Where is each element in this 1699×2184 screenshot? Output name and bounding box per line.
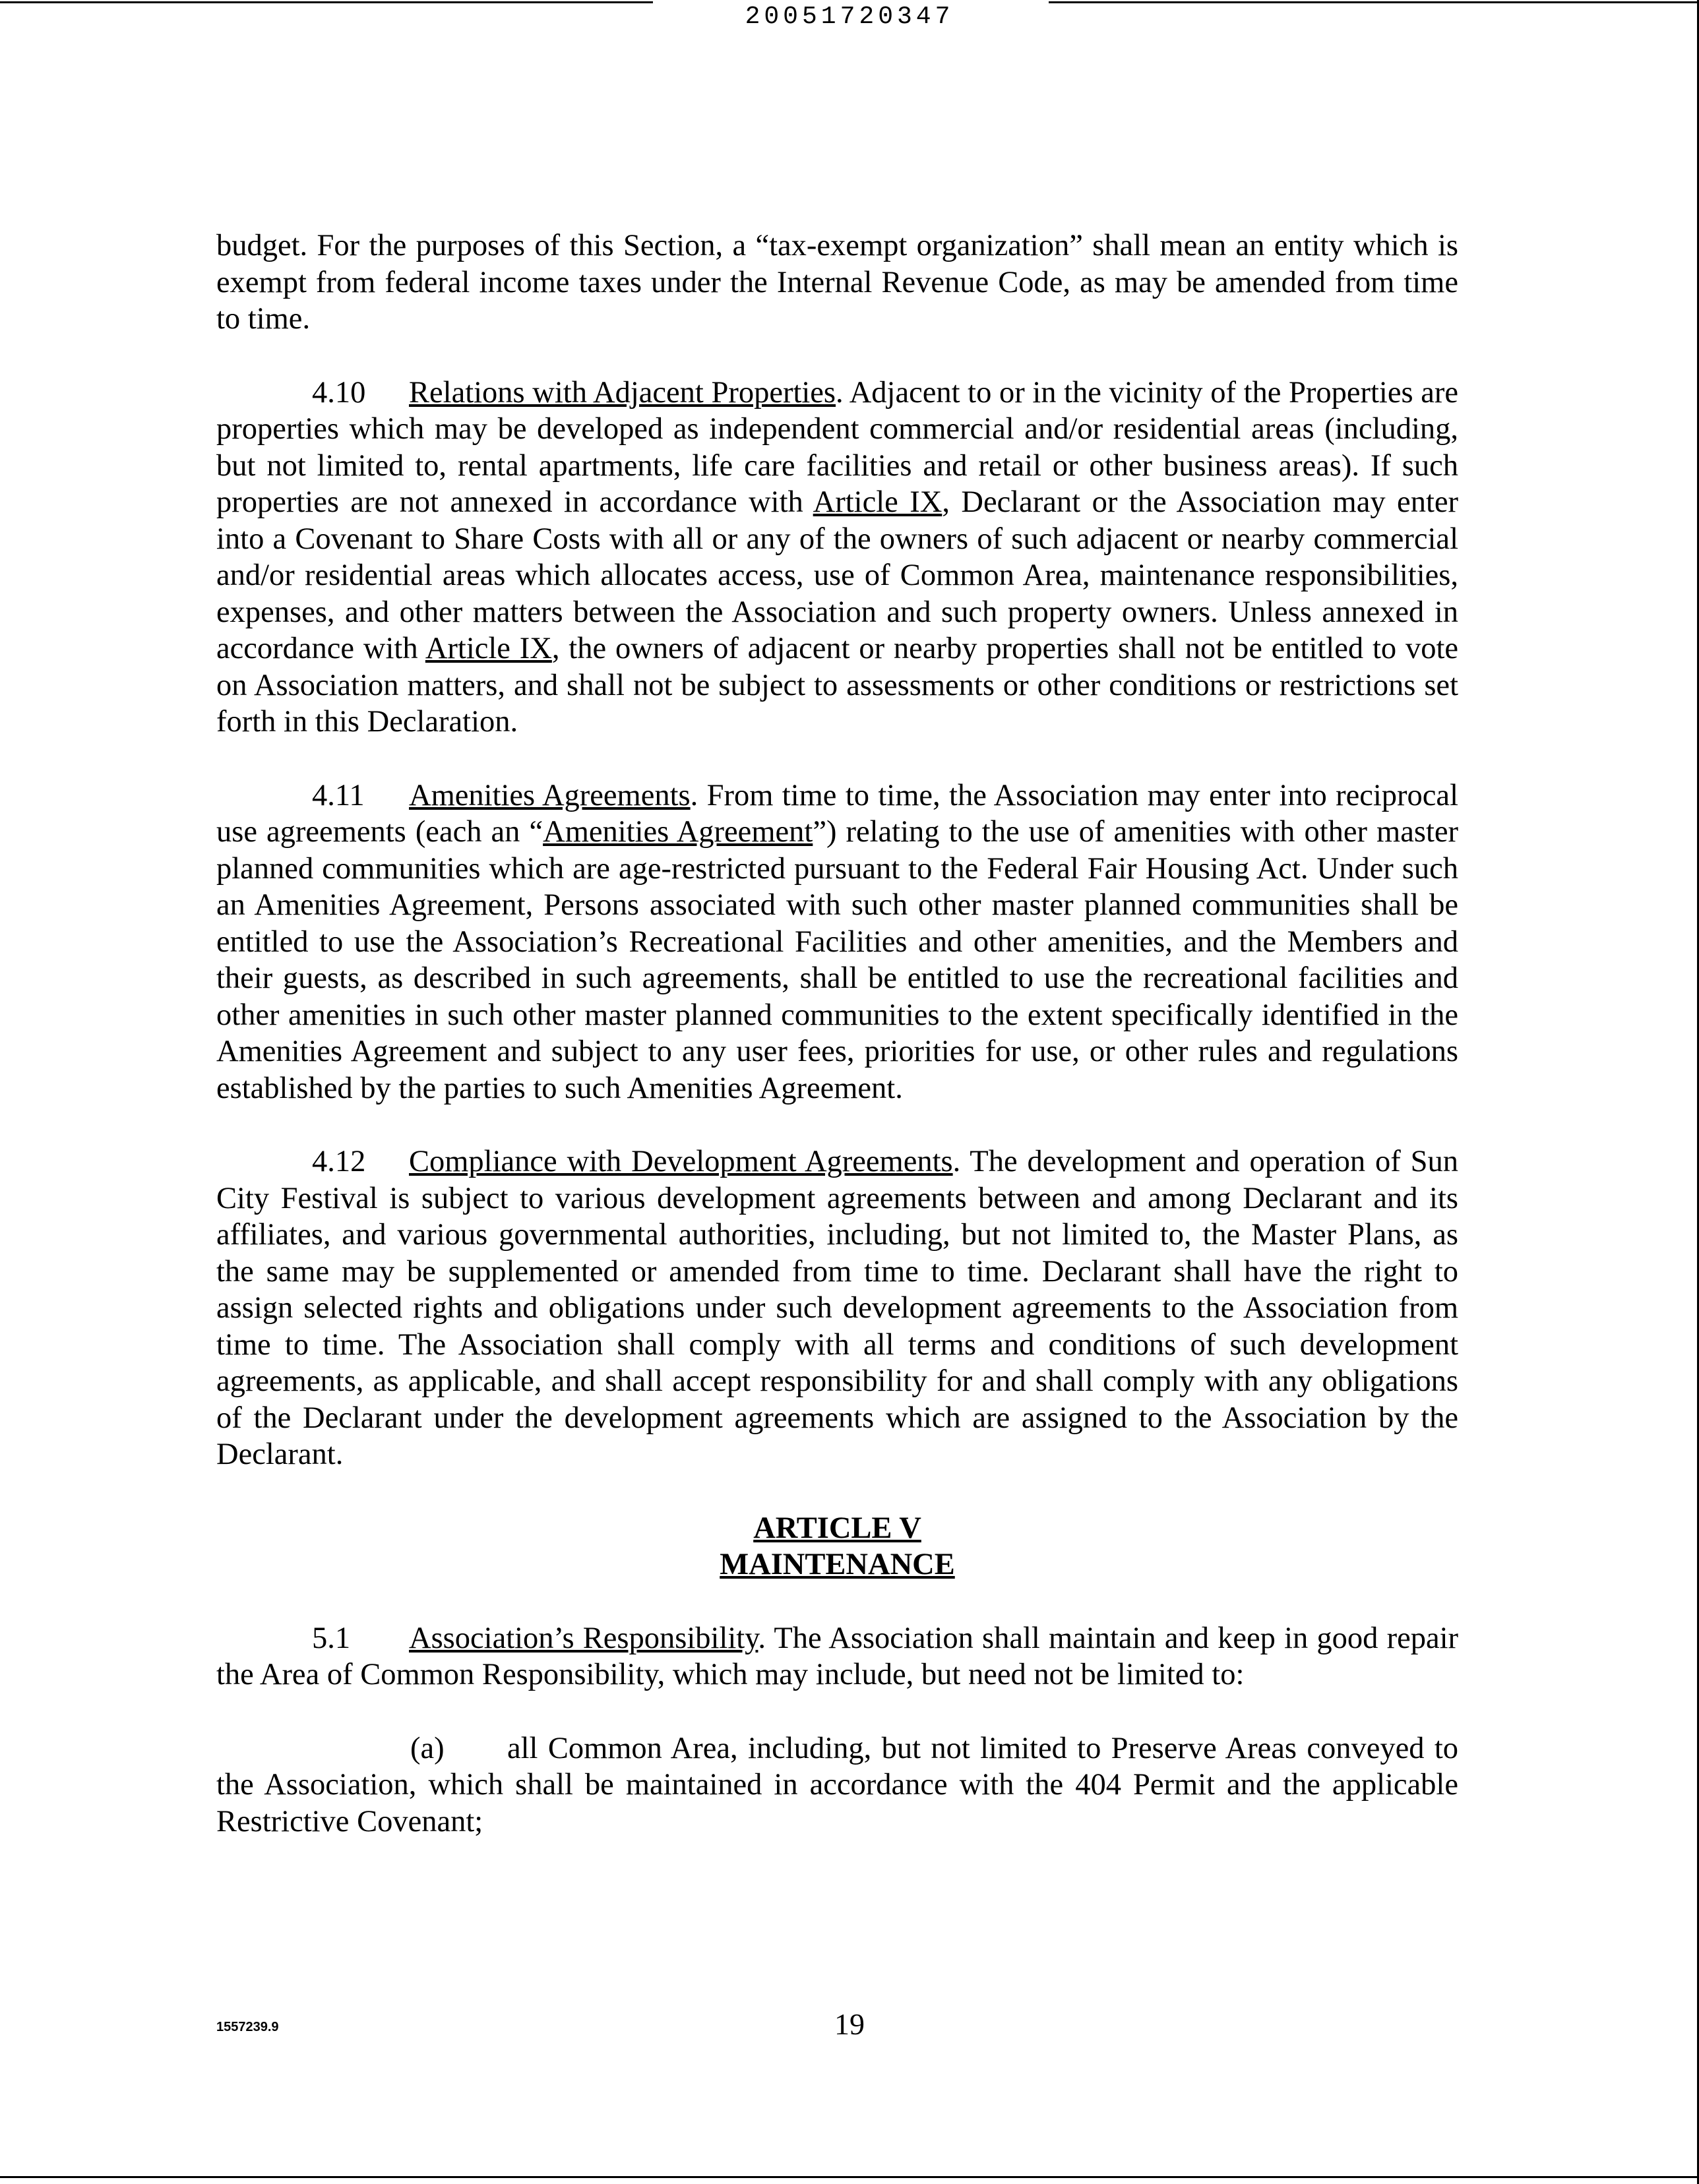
bottom-border bbox=[0, 2176, 1699, 2178]
section-number: 4.10 bbox=[312, 375, 366, 410]
section-number: 4.11 bbox=[312, 778, 365, 812]
article-title: MAINTENANCE bbox=[720, 1548, 955, 1581]
section-text: , Declarant or the Association may enter into a Covenant to Share Costs with all or any of the owners of such adjacent or nearby commercial and/or residential areas which allocates access, use of Common Area, maintenance responsibilities, expenses, and other matters between the Association and such property owners. Unless annexed in accordance with bbox=[216, 485, 1458, 665]
section-title: Compliance with Development Agreements bbox=[409, 1145, 953, 1178]
article-ix-reference: Article IX bbox=[813, 485, 942, 519]
footer-document-id: 1557239.9 bbox=[216, 2020, 279, 2034]
item-a bbox=[216, 1730, 1458, 1840]
document-body bbox=[216, 228, 1458, 1877]
section-text: . Adjacent to or in the vicinity of the Properties are properties which may be developed as independent commercial and/or residential areas (including, but not limited to, rental apartments, life care facilities and retail or other business areas). If such properties are not annexed in accordance with bbox=[216, 375, 1458, 519]
section-text: , the owners of adjacent or nearby properties shall not be entitled to vote on Association matters, and shall not be subject to assessments or other conditions or restrictions set forth in this Declaration. bbox=[216, 632, 1459, 739]
section-5-1 bbox=[216, 1620, 1458, 1693]
section-number: 4.12 bbox=[312, 1145, 366, 1178]
section-text: . The development and operation of Sun City Festival is subject to various development agreements between and among Declarant and its affiliates, and various governmental authorities, including, but not limited to, the Master Plans, as the same may be supplemented or amended from time to time. Declarant shall have the right to assign selected rights and obligations under such development agreements to the Association from time to time. The Association shall comply with all terms and conditions of such development agreements, as applicable, and shall accept responsibility for and shall comply with any obligations of the Declarant under the development agreements which are assigned to the Association by the Declarant. bbox=[216, 1145, 1459, 1471]
section-title: Amenities Agreements bbox=[409, 778, 691, 812]
section-title: Association’s Responsibility bbox=[409, 1621, 758, 1655]
section-text: . From time to time, the Association may enter into reciprocal use agreements (each an “ bbox=[216, 778, 1458, 849]
defined-term: Amenities Agreement bbox=[543, 815, 813, 849]
article-heading bbox=[216, 1510, 1458, 1583]
section-text: ”) relating to the use of amenities with other master planned communities which are age-restricted pursuant to the Federal Fair Housing Act. Under such an Amenities Agreement, Persons associated with such other master planned communities shall be entitled to use the Association’s Recreational Facilities and other amenities, and the Members and their guests, as described in such agreements, shall be entitled to use the recreational facilities and other amenities in such other master planned communities to the extent specifically identified in the Amenities Agreement and subject to any user fees, priorities for use, or other rules and regulations established by the parties to such Amenities Agreement. bbox=[216, 815, 1458, 1105]
item-label: (a) bbox=[410, 1731, 445, 1765]
section-number: 5.1 bbox=[312, 1621, 351, 1655]
section-title: Relations with Adjacent Properties bbox=[409, 375, 836, 410]
intro-paragraph: budget. For the purposes of this Section, a “tax-exempt organization” shall mean an entity which is exempt from federal income taxes under the Internal Revenue Code, as may be amended from time to time. bbox=[216, 229, 1458, 336]
item-text: all Common Area, including, but not limited to Preserve Areas conveyed to the Association, which shall be maintained in accordance with the 404 Permit and the applicable Restrictive Covenant; bbox=[216, 1731, 1458, 1838]
section-text: . The Association shall maintain and keep in good repair the Area of Common Responsibility, which may include, but need not be limited to: bbox=[216, 1621, 1458, 1691]
section-4-10 bbox=[216, 375, 1458, 741]
section-4-11 bbox=[216, 777, 1458, 1107]
article-ix-reference: Article IX bbox=[425, 632, 552, 665]
recording-number: 20051720347 bbox=[745, 3, 954, 31]
article-number: ARTICLE V bbox=[753, 1511, 921, 1545]
section-4-12 bbox=[216, 1143, 1458, 1473]
page-number: 19 bbox=[834, 2007, 865, 2041]
